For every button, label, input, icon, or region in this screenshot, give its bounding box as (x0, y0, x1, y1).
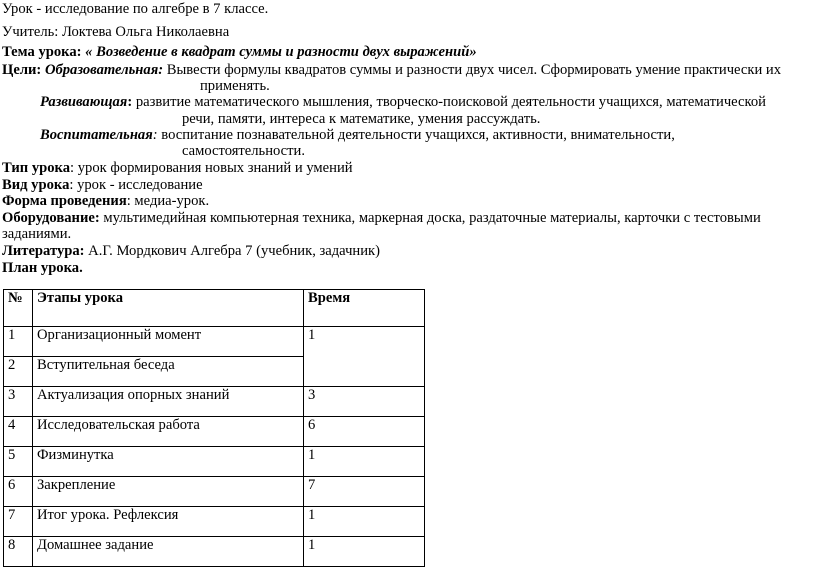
educational-label: Образовательная: (44, 62, 164, 78)
row-stage: Физминутка (33, 447, 304, 477)
row-time: 7 (304, 477, 425, 507)
header-num: № (4, 290, 33, 327)
row-stage: Организационный момент (33, 327, 304, 357)
upbringing-text-cont: самостоятельности. (182, 143, 305, 159)
row-stage: Актуализация опорных знаний (33, 387, 304, 417)
row-num: 3 (4, 387, 33, 417)
developing-label: Развивающая (40, 94, 128, 110)
table-row (4, 447, 425, 477)
lesson-form-line (2, 193, 209, 210)
upbringing-text: воспитание познавательной деятельности учащихся, активности, внимательности, (157, 127, 675, 143)
row-stage: Закрепление (33, 477, 304, 507)
lesson-kind-label: Вид урока (2, 177, 70, 193)
goals-line (2, 62, 781, 79)
row-time: 3 (304, 387, 425, 417)
literature-label: Литература: (2, 243, 85, 259)
topic-line (2, 44, 477, 61)
row-stage: Итог урока. Рефлексия (33, 507, 304, 537)
row-stage: Исследовательская работа (33, 417, 304, 447)
developing-colon: : (127, 94, 133, 110)
upbringing-label: Воспитательная (40, 127, 153, 143)
upbringing-colon: : (152, 127, 158, 143)
row-num: 2 (4, 357, 33, 387)
literature-value: А.Г. Мордкович Алгебра 7 (учебник, задачник) (84, 243, 380, 259)
lesson-form-label: Форма проведения (2, 193, 127, 209)
row-stage: Домашнее задание (33, 537, 304, 567)
header-stage: Этапы урока (33, 290, 304, 327)
topic-value: « Возведение в квадрат суммы и разности двух выражений» (85, 44, 477, 60)
developing-line (40, 94, 766, 111)
row-num: 7 (4, 507, 33, 537)
row-stage: Вступительная беседа (33, 357, 304, 387)
row-time-merged: 1 (304, 327, 425, 387)
teacher-line: Учитель: Локтева Ольга Николаевна (2, 24, 230, 40)
row-num: 1 (4, 327, 33, 357)
table-row (4, 387, 425, 417)
row-time: 1 (304, 447, 425, 477)
equipment-value-cont: заданиями. (2, 226, 72, 242)
equipment-label: Оборудование: (2, 210, 100, 226)
educational-text-cont: применять. (200, 78, 270, 94)
developing-text: развитие математического мышления, творческо-поисковой деятельности учащихся, математической (132, 94, 766, 110)
table-row (4, 477, 425, 507)
table-header-row (4, 290, 425, 327)
lesson-title-line: Урок - исследование по алгебре в 7 классе. (2, 1, 269, 17)
goals-label: Цели: (2, 62, 45, 78)
topic-label: Тема урока: (2, 44, 86, 60)
plan-title: План урока. (2, 260, 83, 276)
row-time: 1 (304, 537, 425, 567)
row-num: 6 (4, 477, 33, 507)
header-time: Время (304, 290, 425, 327)
educational-text: Вывести формулы квадратов суммы и разности двух чисел. Сформировать умение практически их (163, 62, 782, 78)
lesson-type-label: Тип урока (2, 160, 71, 176)
table-row (4, 327, 425, 357)
lesson-kind-line (2, 177, 203, 194)
lesson-form-value: : медиа-урок. (126, 193, 210, 209)
row-num: 8 (4, 537, 33, 567)
table-row (4, 507, 425, 537)
row-time: 1 (304, 507, 425, 537)
upbringing-line (40, 127, 675, 144)
lesson-kind-value: : урок - исследование (69, 177, 203, 193)
row-num: 5 (4, 447, 33, 477)
equipment-value: мультимедийная компьютерная техника, маркерная доска, раздаточные материалы, карточки с тестовыми (99, 210, 761, 226)
table-row (4, 417, 425, 447)
equipment-line (2, 210, 761, 227)
lesson-type-value: : урок формирования новых знаний и умений (70, 160, 353, 176)
developing-text-cont: речи, памяти, интереса к математике, умения рассуждать. (182, 111, 541, 127)
lesson-plan-table (3, 289, 425, 567)
literature-line (2, 243, 380, 260)
lesson-type-line (2, 160, 353, 177)
table-row (4, 537, 425, 567)
row-time: 6 (304, 417, 425, 447)
row-num: 4 (4, 417, 33, 447)
